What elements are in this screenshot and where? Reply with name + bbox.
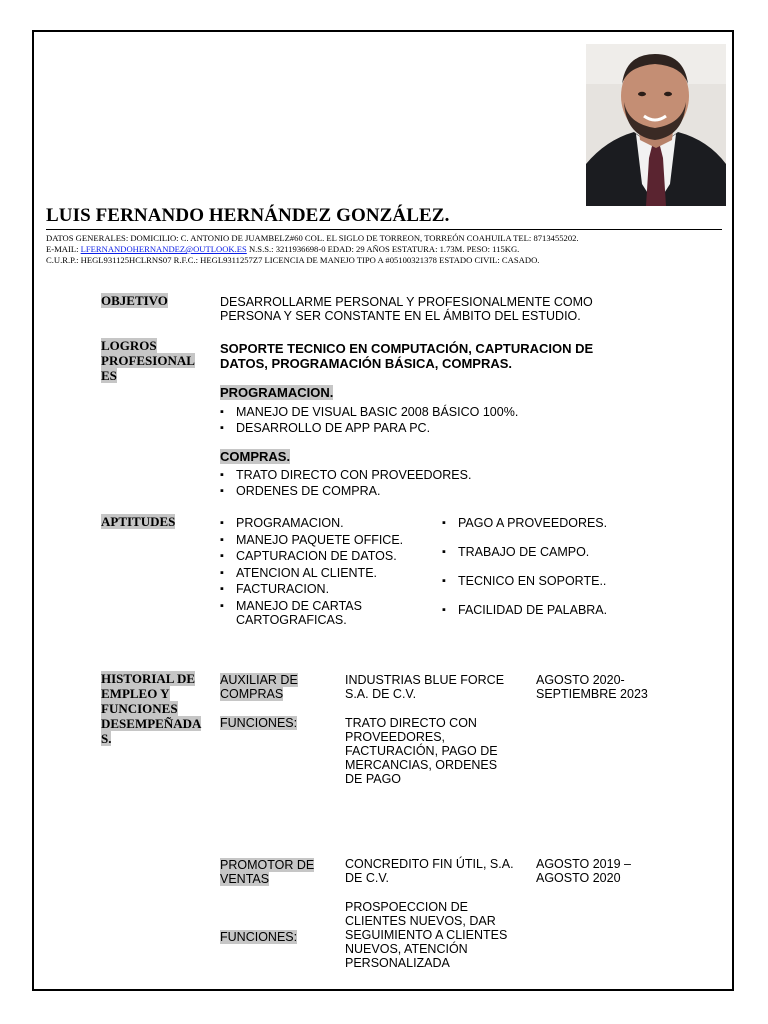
aptitudes-list-col2 (442, 516, 607, 617)
list-item: ▪ TECNICO EN SOPORTE.. (442, 574, 607, 588)
list-item: ▪ CAPTURACION DE DATOS. (220, 549, 410, 563)
job-1-empresa: INDUSTRIAS BLUE FORCE S.A. DE C.V. (345, 673, 505, 701)
job-2-puesto: PROMOTOR DE VENTAS (220, 858, 315, 886)
job-2-empresa: CONCREDITO FIN ÚTIL, S.A. DE C.V. (345, 857, 514, 885)
section-label-aptitudes: APTITUDES (101, 514, 176, 529)
job-1-puesto: AUXILIAR DE COMPRAS (220, 673, 298, 701)
contact-line-2 (46, 244, 519, 254)
list-item: ▪ ORDENES DE COMPRA. (220, 484, 471, 498)
person-portrait-icon (586, 44, 726, 206)
header-divider (46, 229, 722, 230)
list-item: ▪ FACTURACION. (220, 582, 410, 596)
full-name: LUIS FERNANDO HERNÁNDEZ GONZÁLEZ. (46, 205, 450, 226)
programacion-list (220, 405, 518, 435)
list-item: ▪ PAGO A PROVEEDORES. (442, 516, 607, 530)
list-item: ▪ ATENCION AL CLIENTE. (220, 566, 410, 580)
job-2-fechas: AGOSTO 2019 – AGOSTO 2020 (536, 857, 631, 885)
aptitudes-list-col1 (220, 516, 410, 627)
list-item: ▪ PROGRAMACION. (220, 516, 410, 530)
objetivo-text: DESARROLLARME PERSONAL Y PROFESIONALMENTE COMO PERSONA Y SER CONSTANTE EN EL ÁMBITO DEL ESTUDIO. (220, 295, 593, 323)
email-link[interactable]: LFERNANDOHERNANDEZ@OUTLOOK.ES (80, 244, 247, 254)
list-item: ▪ MANEJO PAQUETE OFFICE. (220, 533, 410, 547)
profile-photo (586, 44, 726, 206)
email-prefix: E-MAIL: (46, 244, 81, 254)
contact-line-1: DATOS GENERALES: DOMICILIO: C. ANTONIO DE JUAMBELZ#60 COL. EL SIGLO DE TORREON, TORREÓN COAHUILA TEL: 8713455202. (46, 233, 579, 243)
job-1-funciones: TRATO DIRECTO CON PROVEEDORES, FACTURACIÓN, PAGO DE MERCANCIAS, ORDENES DE PAGO (345, 716, 498, 786)
job-2-funciones-label: FUNCIONES: (220, 930, 298, 944)
list-item: ▪ TRABAJO DE CAMPO. (442, 545, 607, 559)
contact-line-3: C.U.R.P.: HEGL931125HCLRNS07 R.F.C.: HEGL9311257Z7 LICENCIA DE MANEJO TIPO A #05100321378 ESTADO CIVIL: CASADO. (46, 255, 540, 265)
job-2-funciones: PROSPOECCION DE CLIENTES NUEVOS, DAR SEGUIMIENTO A CLIENTES NUEVOS, ATENCIÓN PERSONALIZADA (345, 900, 508, 970)
list-item: ▪ TRATO DIRECTO CON PROVEEDORES. (220, 468, 471, 482)
list-item: ▪ MANEJO DE VISUAL BASIC 2008 BÁSICO 100%. (220, 405, 518, 419)
list-item: ▪ DESARROLLO DE APP PARA PC. (220, 421, 518, 435)
section-label-objetivo: OBJETIVO (101, 293, 168, 308)
logros-headline: SOPORTE TECNICO EN COMPUTACIÓN, CAPTURACION DE DATOS, PROGRAMACIÓN BÁSICA, COMPRAS. (220, 341, 594, 371)
section-label-logros: LOGROS PROFESIONAL ES (101, 338, 195, 383)
list-item: ▪ FACILIDAD DE PALABRA. (442, 603, 607, 617)
section-label-historial: HISTORIAL DE EMPLEO Y FUNCIONES DESEMPEÑADA S. (101, 671, 202, 746)
programacion-title: PROGRAMACION. (220, 385, 334, 400)
compras-list (220, 468, 471, 498)
job-1-fechas: AGOSTO 2020- SEPTIEMBRE 2023 (536, 673, 648, 701)
list-item: ▪ MANEJO DE CARTAS CARTOGRAFICAS. (220, 599, 386, 627)
contact-line-2-rest: N.S.S.: 3211936698-0 EDAD: 29 AÑOS ESTATURA: 1.73M. PESO: 115KG. (246, 244, 520, 254)
job-1-funciones-label: FUNCIONES: (220, 716, 298, 730)
compras-title: COMPRAS. (220, 449, 291, 464)
